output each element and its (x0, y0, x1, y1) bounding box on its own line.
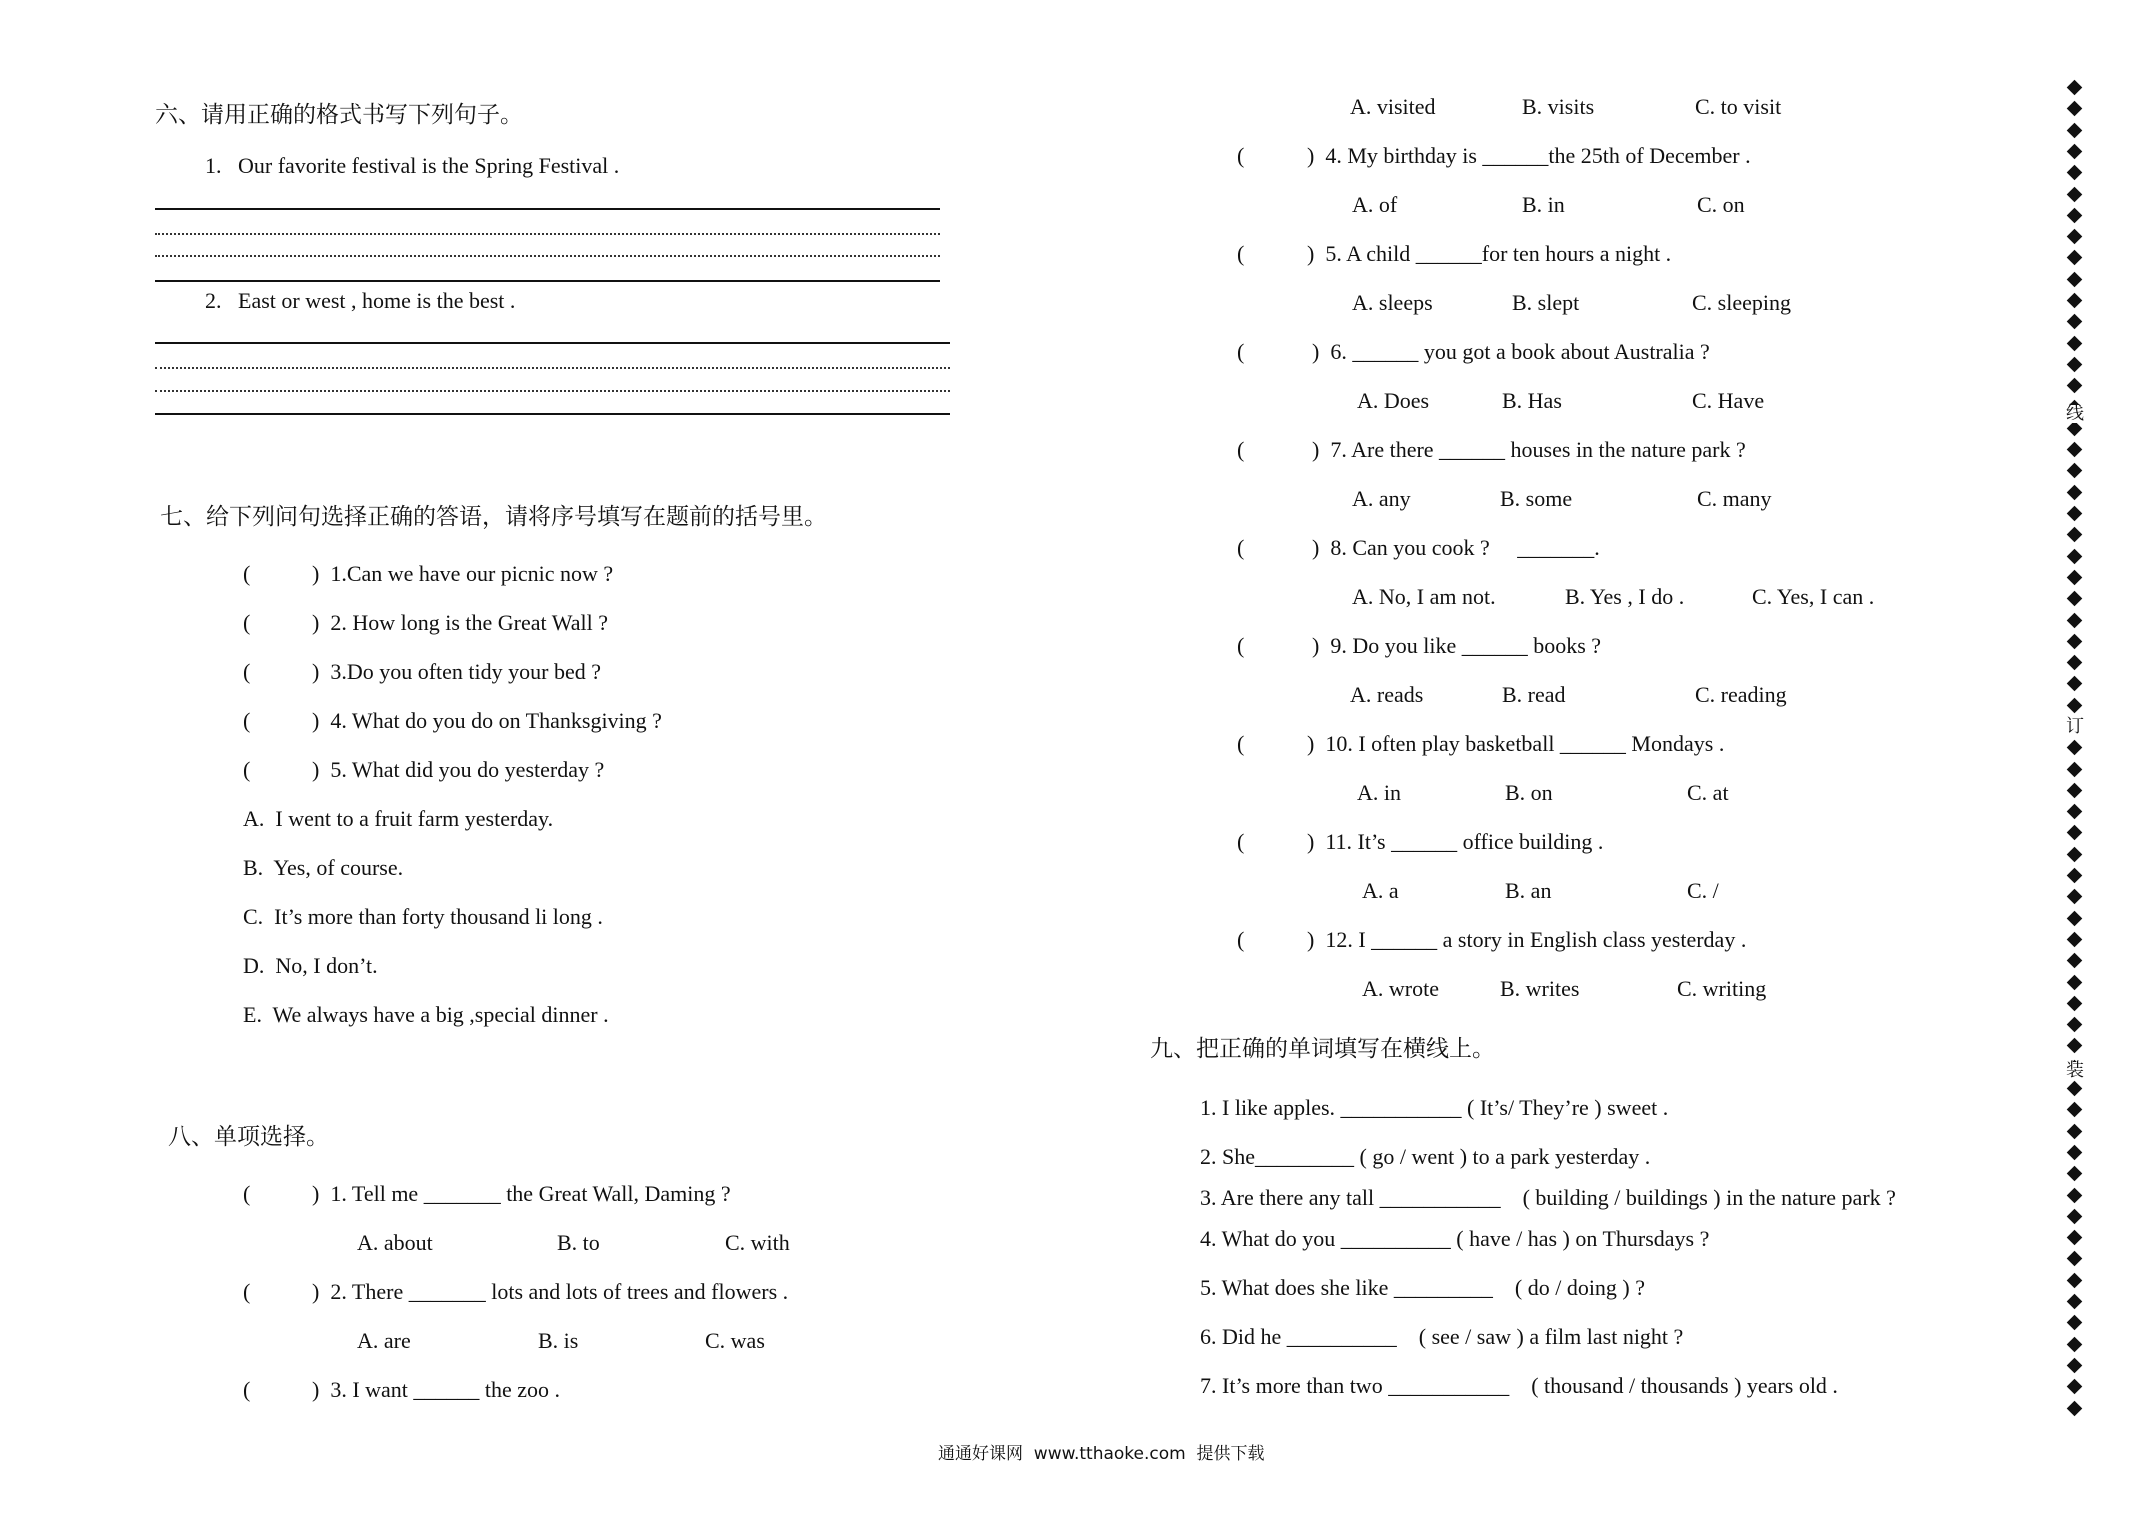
option: B. on (1505, 780, 1553, 805)
binding-diamond (2067, 591, 2083, 607)
binding-diamond (2067, 187, 2083, 203)
sec8-question: ) 11. It’s ______ office building . (1307, 829, 1604, 854)
option: B. an (1505, 878, 1552, 903)
binding-diamond (2067, 1166, 2083, 1182)
option: C. on (1697, 192, 1745, 217)
binding-diamond (2067, 123, 2083, 139)
writing-dotted-line (155, 390, 950, 392)
writing-dotted-line (155, 255, 940, 257)
sec8-question: ) 8. Can you cook ? _______. (1312, 535, 1600, 560)
option: C. to visit (1695, 94, 1782, 119)
sec8-question: ) 3. I want ______ the zoo . (312, 1377, 561, 1402)
binding-diamond (2067, 1230, 2083, 1246)
binding-diamond (2067, 953, 2083, 969)
sec6-item-2: 2. East or west , home is the best . (205, 288, 516, 313)
answer-bracket[interactable]: ( (243, 1377, 251, 1402)
binding-diamond (2067, 1273, 2083, 1289)
sec7-question: ) 4. What do you do on Thanksgiving ? (312, 708, 662, 733)
option: C. / (1687, 878, 1719, 903)
binding-line-diamonds (2062, 82, 2090, 1412)
sec8-question: ) 5. A child ______for ten hours a night . (1307, 241, 1672, 266)
binding-diamond (2067, 975, 2083, 991)
answer-bracket[interactable]: ( (1237, 437, 1245, 462)
sec9-item: 2. She_________ ( go / went ) to a park yesterday . (1200, 1144, 1651, 1169)
binding-diamond (2067, 1294, 2083, 1310)
binding-diamond (2067, 911, 2083, 927)
answer-bracket[interactable]: ( (1237, 241, 1245, 266)
option: A. visited (1350, 94, 1436, 119)
option: B. some (1500, 486, 1573, 511)
option: B. writes (1500, 976, 1580, 1001)
binding-diamond (2067, 1102, 2083, 1118)
binding-label-ding: 订 (2066, 716, 2084, 737)
writing-dotted-line (155, 233, 940, 235)
option: C. at (1687, 780, 1729, 805)
answer-bracket[interactable]: ( (1237, 339, 1245, 364)
binding-diamond (2067, 101, 2083, 117)
sec8-question: ) 7. Are there ______ houses in the nature park ? (1312, 437, 1746, 462)
writing-line (155, 208, 940, 210)
answer-bracket[interactable]: ( (1237, 143, 1245, 168)
option: A. Does (1357, 388, 1430, 413)
answer-bracket[interactable]: ( (1237, 535, 1245, 560)
binding-diamond (2067, 570, 2083, 586)
option: A. about (357, 1230, 433, 1255)
section-8-title: 八、单项选择。 (168, 1124, 329, 1150)
sec7-question: ) 5. What did you do yesterday ? (312, 757, 605, 782)
sec7-question: ) 1.Can we have our picnic now ? (312, 561, 614, 586)
binding-diamond (2067, 847, 2083, 863)
option: B. in (1522, 192, 1565, 217)
answer-bracket[interactable]: ( (243, 610, 251, 635)
option: C. reading (1695, 682, 1787, 707)
sec7-question: ) 2. How long is the Great Wall ? (312, 610, 608, 635)
binding-diamond (2067, 1379, 2083, 1395)
binding-diamond (2067, 442, 2083, 458)
binding-diamond (2067, 229, 2083, 245)
binding-diamond (2067, 357, 2083, 373)
option: A. wrote (1362, 976, 1439, 1001)
option: A. reads (1350, 682, 1424, 707)
sec8-question: ) 6. ______ you got a book about Australia ? (1312, 339, 1710, 364)
binding-diamond (2067, 804, 2083, 820)
section-9-title: 九、把正确的单词填写在横线上。 (1150, 1036, 1495, 1062)
writing-line (155, 413, 950, 415)
sec8-question: ) 9. Do you like ______ books ? (1312, 633, 1602, 658)
binding-diamond (2067, 1337, 2083, 1353)
answer-bracket[interactable]: ( (243, 1181, 251, 1206)
option: B. is (538, 1328, 579, 1353)
answer-bracket[interactable]: ( (1237, 927, 1245, 952)
binding-diamond (2067, 1081, 2083, 1097)
sec7-answer: A. I went to a fruit farm yesterday. (243, 806, 554, 831)
binding-diamond (2067, 1038, 2083, 1054)
binding-diamond (2067, 1209, 2083, 1225)
sec7-answer: C. It’s more than forty thousand li long . (243, 904, 603, 929)
binding-diamond (2067, 676, 2083, 692)
option: A. sleeps (1352, 290, 1433, 315)
option: A. any (1352, 486, 1411, 511)
sec6-item-1: 1. Our favorite festival is the Spring Festival . (205, 153, 620, 178)
binding-diamond (2067, 1358, 2083, 1374)
binding-diamond (2067, 463, 2083, 479)
binding-diamond (2067, 165, 2083, 181)
sec8-question: ) 12. I ______ a story in English class yesterday . (1307, 927, 1747, 952)
option: A. are (357, 1328, 411, 1353)
sec8-question: ) 2. There _______ lots and lots of trees and flowers . (312, 1279, 789, 1304)
option: C. writing (1677, 976, 1767, 1001)
binding-diamond (2067, 506, 2083, 522)
sec8-question: ) 4. My birthday is ______the 25th of December . (1307, 143, 1751, 168)
binding-diamond (2067, 1401, 2083, 1417)
binding-diamond (2067, 655, 2083, 671)
binding-diamond (2067, 1145, 2083, 1161)
sec9-item: 6. Did he __________ ( see / saw ) a film last night ? (1200, 1324, 1684, 1349)
binding-diamond (2067, 80, 2083, 96)
binding-diamond (2067, 762, 2083, 778)
binding-label-xian: 线 (2066, 403, 2084, 424)
binding-diamond (2067, 527, 2083, 543)
binding-diamond (2067, 932, 2083, 948)
sec9-item: 7. It’s more than two ___________ ( thousand / thousands ) years old . (1200, 1373, 1838, 1398)
section-6-title: 六、请用正确的格式书写下列句子。 (155, 102, 523, 128)
writing-line (155, 280, 940, 282)
sec7-answer: D. No, I don’t. (243, 953, 378, 978)
sec7-answer: B. Yes, of course. (243, 855, 404, 880)
binding-diamond (2067, 889, 2083, 905)
option: C. Yes, I can . (1752, 584, 1875, 609)
answer-bracket[interactable]: ( (243, 757, 251, 782)
binding-label-zhuang: 装 (2066, 1060, 2084, 1081)
binding-diamond (2067, 868, 2083, 884)
sec8-question: ) 1. Tell me _______ the Great Wall, Daming ? (312, 1181, 731, 1206)
option: B. read (1502, 682, 1566, 707)
sec9-item: 4. What do you __________ ( have / has ) on Thursdays ? (1200, 1226, 1710, 1251)
binding-diamond (2067, 549, 2083, 565)
option: A. No, I am not. (1352, 584, 1496, 609)
binding-diamond (2067, 208, 2083, 224)
sec7-question: ) 3.Do you often tidy your bed ? (312, 659, 601, 684)
binding-diamond (2067, 634, 2083, 650)
binding-diamond (2067, 1315, 2083, 1331)
option: A. of (1352, 192, 1398, 217)
binding-diamond (2067, 378, 2083, 394)
sec9-item: 1. I like apples. ___________ ( It’s/ They’re ) sweet . (1200, 1095, 1669, 1120)
binding-diamond (2067, 825, 2083, 841)
binding-diamond (2067, 144, 2083, 160)
binding-diamond (2067, 314, 2083, 330)
footer-credit: 通通好课网 www.tthaoke.com 提供下载 (938, 1444, 1265, 1464)
binding-diamond (2067, 1124, 2083, 1140)
option: B. to (557, 1230, 600, 1255)
sec9-item: 3. Are there any tall ___________ ( building / buildings ) in the nature park ? (1200, 1185, 1896, 1210)
binding-diamond (2067, 1188, 2083, 1204)
binding-diamond (2067, 1251, 2083, 1267)
binding-diamond (2067, 1017, 2083, 1033)
option: A. in (1357, 780, 1401, 805)
option: B. visits (1522, 94, 1595, 119)
binding-diamond (2067, 485, 2083, 501)
binding-diamond (2067, 272, 2083, 288)
binding-diamond (2067, 740, 2083, 756)
option: C. many (1697, 486, 1772, 511)
binding-diamond (2067, 996, 2083, 1012)
sec7-answer: E. We always have a big ,special dinner . (243, 1002, 609, 1027)
option: C. sleeping (1692, 290, 1791, 315)
section-7-title: 七、给下列问句选择正确的答语，请将序号填写在题前的括号里。 (160, 504, 827, 530)
option: B. slept (1512, 290, 1580, 315)
binding-diamond (2067, 293, 2083, 309)
answer-bracket[interactable]: ( (1237, 731, 1245, 756)
sec9-item: 5. What does she like _________ ( do / doing ) ? (1200, 1275, 1646, 1300)
binding-diamond (2067, 613, 2083, 629)
binding-diamond (2067, 783, 2083, 799)
sec8-question: ) 10. I often play basketball ______ Mondays . (1307, 731, 1725, 756)
answer-bracket[interactable]: ( (1237, 633, 1245, 658)
writing-dotted-line (155, 367, 950, 369)
option: B. Has (1502, 388, 1562, 413)
writing-line (155, 342, 950, 344)
binding-diamond (2067, 250, 2083, 266)
answer-bracket[interactable]: ( (1237, 829, 1245, 854)
option: C. Have (1692, 388, 1765, 413)
answer-bracket[interactable]: ( (243, 659, 251, 684)
answer-bracket[interactable]: ( (243, 708, 251, 733)
binding-diamond (2067, 698, 2083, 714)
binding-diamond (2067, 336, 2083, 352)
answer-bracket[interactable]: ( (243, 1279, 251, 1304)
answer-bracket[interactable]: ( (243, 561, 251, 586)
option: A. a (1362, 878, 1399, 903)
option: B. Yes , I do . (1565, 584, 1685, 609)
option: C. was (705, 1328, 765, 1353)
option: C. with (725, 1230, 790, 1255)
